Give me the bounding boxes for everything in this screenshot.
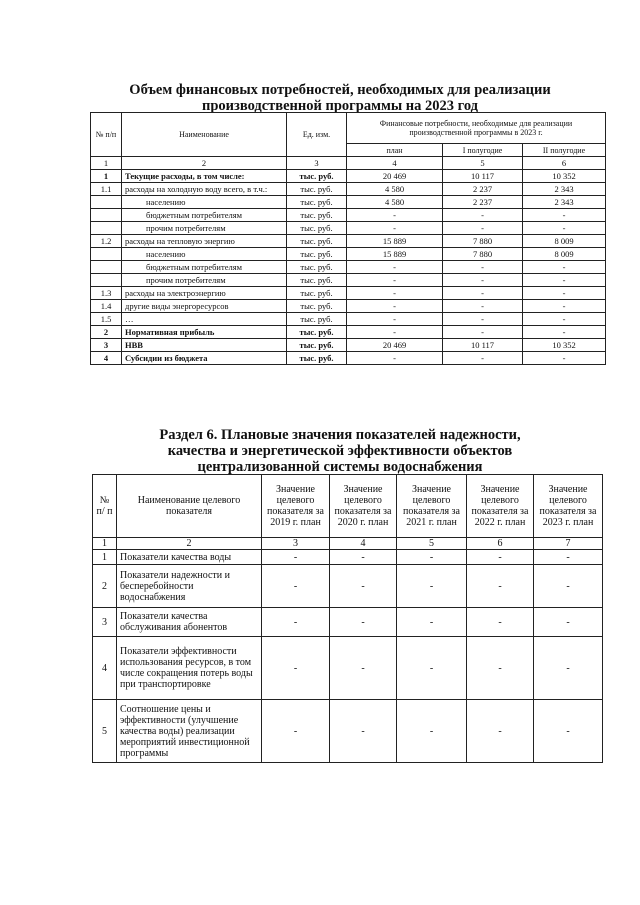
header-num: № п/ п	[93, 475, 117, 538]
cell-name: прочим потребителям	[122, 222, 287, 235]
cell-plan: -	[347, 326, 443, 339]
cell-unit: тыс. руб.	[287, 261, 347, 274]
cell-v1: -	[262, 700, 330, 763]
cell-plan: -	[347, 313, 443, 326]
cell-h1: -	[443, 300, 523, 313]
cell-num	[91, 274, 122, 287]
cell-unit: тыс. руб.	[287, 248, 347, 261]
table-row	[91, 274, 606, 287]
cell-plan: 15 889	[347, 235, 443, 248]
financial-needs-table	[90, 112, 606, 365]
colnum: 6	[523, 157, 606, 170]
cell-v4: -	[467, 550, 534, 565]
colnum: 2	[122, 157, 287, 170]
cell-name: бюджетным потребителям	[122, 209, 287, 222]
colnum: 5	[397, 538, 467, 550]
cell-h2: 2 343	[523, 196, 606, 209]
colnum: 7	[534, 538, 603, 550]
cell-num: 2	[91, 326, 122, 339]
cell-h1: 2 237	[443, 183, 523, 196]
cell-name: населению	[122, 196, 287, 209]
header-2023: Значение целевого показателя за 2023 г. план	[534, 475, 603, 538]
cell-name: Текущие расходы, в том числе:	[122, 170, 287, 183]
cell-h2: -	[523, 261, 606, 274]
cell-unit: тыс. руб.	[287, 183, 347, 196]
cell-unit: тыс. руб.	[287, 222, 347, 235]
cell-h1: -	[443, 274, 523, 287]
cell-unit: тыс. руб.	[287, 339, 347, 352]
cell-h1: -	[443, 222, 523, 235]
header-num: № п/п	[91, 113, 122, 157]
cell-plan: -	[347, 261, 443, 274]
cell-h1: -	[443, 352, 523, 365]
cell-v2: -	[330, 700, 397, 763]
cell-v2: -	[330, 550, 397, 565]
cell-name: Нормативная прибыль	[122, 326, 287, 339]
cell-h2: -	[523, 287, 606, 300]
cell-v3: -	[397, 550, 467, 565]
cell-h2: -	[523, 274, 606, 287]
cell-num	[91, 222, 122, 235]
header-name: Наименование целевого показателя	[117, 475, 262, 538]
column-number-row	[93, 538, 603, 550]
cell-num: 1.2	[91, 235, 122, 248]
cell-plan: -	[347, 287, 443, 300]
cell-h2: 10 352	[523, 339, 606, 352]
cell-h1: -	[443, 287, 523, 300]
table-row	[91, 248, 606, 261]
colnum: 1	[91, 157, 122, 170]
cell-v3: -	[397, 608, 467, 637]
table-row	[91, 326, 606, 339]
cell-unit: тыс. руб.	[287, 300, 347, 313]
cell-unit: тыс. руб.	[287, 235, 347, 248]
table-row	[93, 565, 603, 608]
cell-v2: -	[330, 608, 397, 637]
colnum: 5	[443, 157, 523, 170]
cell-num	[91, 196, 122, 209]
cell-num: 1	[93, 550, 117, 565]
cell-v4: -	[467, 565, 534, 608]
cell-v1: -	[262, 637, 330, 700]
cell-v3: -	[397, 637, 467, 700]
colnum: 6	[467, 538, 534, 550]
cell-v5: -	[534, 700, 603, 763]
header-h1: I полугодие	[443, 144, 523, 157]
cell-name: расходы на тепловую энергию	[122, 235, 287, 248]
table-row	[91, 339, 606, 352]
cell-num	[91, 248, 122, 261]
section5-title	[120, 82, 560, 114]
cell-num: 2	[93, 565, 117, 608]
cell-h1: -	[443, 326, 523, 339]
cell-v3: -	[397, 565, 467, 608]
cell-v4: -	[467, 637, 534, 700]
table-row	[91, 313, 606, 326]
cell-v4: -	[467, 608, 534, 637]
cell-unit: тыс. руб.	[287, 352, 347, 365]
cell-v1: -	[262, 565, 330, 608]
indicators-table	[92, 474, 603, 763]
cell-plan: -	[347, 352, 443, 365]
cell-num: 5	[93, 700, 117, 763]
table-row	[93, 700, 603, 763]
cell-plan: 4 580	[347, 196, 443, 209]
header-2019: Значение целевого показателя за 2019 г. план	[262, 475, 330, 538]
cell-plan: 4 580	[347, 183, 443, 196]
cell-num: 1	[91, 170, 122, 183]
colnum: 3	[287, 157, 347, 170]
header-unit: Ед. изм.	[287, 113, 347, 157]
cell-unit: тыс. руб.	[287, 326, 347, 339]
table-row	[91, 261, 606, 274]
section5-title-line2: производственной программы на 2023 год	[201, 98, 479, 115]
cell-name: НВВ	[122, 339, 287, 352]
cell-num: 1.4	[91, 300, 122, 313]
cell-unit: тыс. руб.	[287, 313, 347, 326]
cell-name: Показатели надежности и бесперебойности водоснабжения	[117, 565, 262, 608]
cell-name: прочим потребителям	[122, 274, 287, 287]
cell-h2: -	[523, 313, 606, 326]
header-2020: Значение целевого показателя за 2020 г. план	[330, 475, 397, 538]
cell-h2: 10 352	[523, 170, 606, 183]
table-row	[91, 183, 606, 196]
table-row	[91, 235, 606, 248]
table-row	[91, 196, 606, 209]
cell-plan: -	[347, 300, 443, 313]
cell-h1: -	[443, 209, 523, 222]
cell-plan: -	[347, 274, 443, 287]
cell-plan: -	[347, 209, 443, 222]
cell-num: 1.5	[91, 313, 122, 326]
cell-h1: 10 117	[443, 339, 523, 352]
cell-name: Соотношение цены и эффективности (улучшение качества воды) реализации мероприятий инвестиционной программы	[117, 700, 262, 763]
header-name: Наименование	[122, 113, 287, 157]
section6-title	[150, 427, 530, 476]
cell-plan: 20 469	[347, 339, 443, 352]
table-row	[91, 170, 606, 183]
cell-v2: -	[330, 565, 397, 608]
table-row	[93, 550, 603, 565]
cell-v1: -	[262, 550, 330, 565]
cell-name: населению	[122, 248, 287, 261]
cell-num	[91, 209, 122, 222]
cell-h2: 2 343	[523, 183, 606, 196]
colnum: 4	[330, 538, 397, 550]
table-row	[91, 287, 606, 300]
cell-h2: -	[523, 326, 606, 339]
cell-plan: 15 889	[347, 248, 443, 261]
cell-unit: тыс. руб.	[287, 196, 347, 209]
colnum: 3	[262, 538, 330, 550]
cell-h2: -	[523, 352, 606, 365]
cell-v2: -	[330, 637, 397, 700]
cell-num: 3	[91, 339, 122, 352]
cell-h1: 7 880	[443, 248, 523, 261]
header-financial: Финансовые потребности, необходимые для реализации производственной программы в 2023 г.	[347, 113, 606, 144]
cell-num: 4	[93, 637, 117, 700]
cell-name: Субсидии из бюджета	[122, 352, 287, 365]
cell-name: расходы на электроэнергию	[122, 287, 287, 300]
cell-name: бюджетным потребителям	[122, 261, 287, 274]
section6-title-line1: Раздел 6. Плановые значения показателей надежности,	[159, 427, 521, 443]
cell-num: 1.3	[91, 287, 122, 300]
colnum: 1	[93, 538, 117, 550]
cell-unit: тыс. руб.	[287, 287, 347, 300]
cell-unit: тыс. руб.	[287, 209, 347, 222]
cell-h1: 7 880	[443, 235, 523, 248]
cell-h1: -	[443, 313, 523, 326]
cell-num: 3	[93, 608, 117, 637]
table-header-row	[91, 113, 606, 144]
cell-v5: -	[534, 637, 603, 700]
cell-plan: 20 469	[347, 170, 443, 183]
cell-v4: -	[467, 700, 534, 763]
colnum: 2	[117, 538, 262, 550]
header-plan: план	[347, 144, 443, 157]
colnum: 4	[347, 157, 443, 170]
column-number-row	[91, 157, 606, 170]
cell-v5: -	[534, 565, 603, 608]
table-row	[93, 608, 603, 637]
cell-h2: -	[523, 300, 606, 313]
cell-unit: тыс. руб.	[287, 170, 347, 183]
cell-name: расходы на холодную воду всего, в т.ч.:	[122, 183, 287, 196]
cell-num	[91, 261, 122, 274]
table-row	[91, 209, 606, 222]
cell-v3: -	[397, 700, 467, 763]
cell-name: другие виды энергоресурсов	[122, 300, 287, 313]
table-row	[91, 352, 606, 365]
cell-h2: -	[523, 209, 606, 222]
header-2022: Значение целевого показателя за 2022 г. план	[467, 475, 534, 538]
cell-v5: -	[534, 608, 603, 637]
cell-h2: -	[523, 222, 606, 235]
cell-h2: 8 009	[523, 235, 606, 248]
table-row	[91, 222, 606, 235]
cell-v5: -	[534, 550, 603, 565]
cell-name: Показатели эффективности использования ресурсов, в том числе сокращения потерь воды при транспортировке	[117, 637, 262, 700]
cell-unit: тыс. руб.	[287, 274, 347, 287]
header-h2: II полугодие	[523, 144, 606, 157]
cell-name: Показатели качества обслуживания абонентов	[117, 608, 262, 637]
cell-name: …	[122, 313, 287, 326]
header-2021: Значение целевого показателя за 2021 г. план	[397, 475, 467, 538]
cell-num: 1.1	[91, 183, 122, 196]
section6-title-line3: централизованной системы водоснабжения	[197, 459, 483, 476]
cell-name: Показатели качества воды	[117, 550, 262, 565]
section5-title-line1: Объем финансовых потребностей, необходимых для реализации	[129, 82, 551, 98]
section6-title-line2: качества и энергетической эффективности объектов	[167, 443, 513, 460]
cell-h1: 10 117	[443, 170, 523, 183]
cell-num: 4	[91, 352, 122, 365]
table-row	[91, 300, 606, 313]
cell-h1: 2 237	[443, 196, 523, 209]
cell-h1: -	[443, 261, 523, 274]
cell-plan: -	[347, 222, 443, 235]
cell-h2: 8 009	[523, 248, 606, 261]
table-row	[93, 637, 603, 700]
table-header-row	[93, 475, 603, 538]
cell-v1: -	[262, 608, 330, 637]
